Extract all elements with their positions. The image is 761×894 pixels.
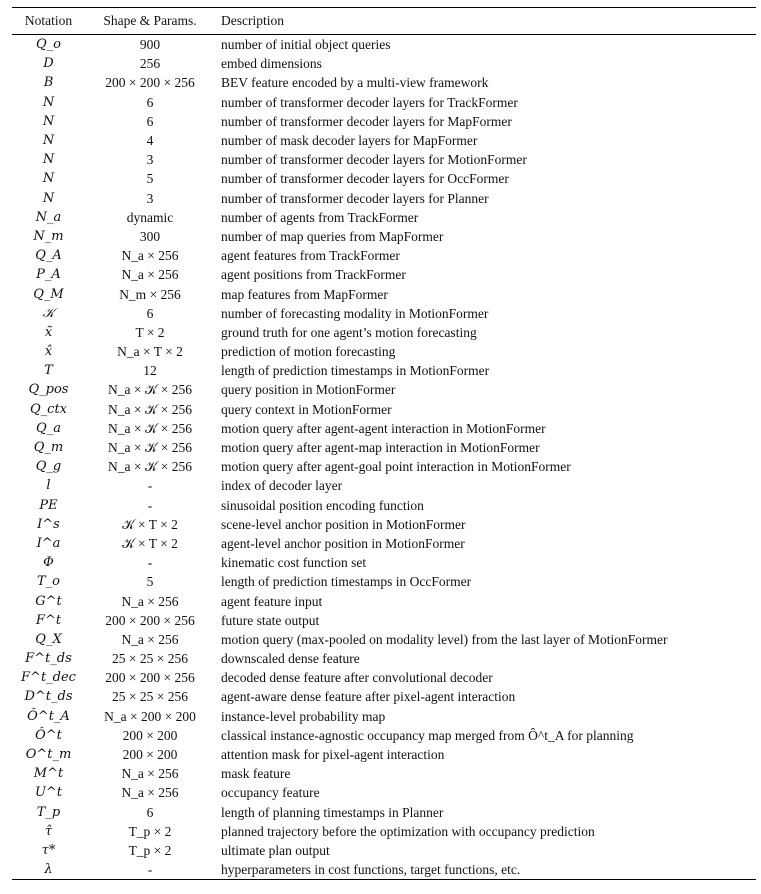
shape-cell: N_a × T × 2 — [117, 344, 183, 360]
notation-cell: D^t_ds — [24, 689, 73, 705]
table-row — [12, 630, 756, 649]
shape-cell: N_a × 256 — [121, 248, 179, 264]
table-row — [12, 131, 756, 150]
notation-cell: U^t — [34, 785, 63, 801]
description-cell: sinusoidal position encoding function — [221, 497, 424, 513]
shape-cell: T × 2 — [135, 324, 165, 340]
table-row — [12, 783, 756, 802]
shape-cell: 6 — [146, 305, 154, 321]
table-row — [12, 112, 756, 131]
description-cell: occupancy feature — [221, 785, 320, 801]
shape-cell: N_m × 256 — [119, 286, 181, 302]
description-cell: number of forecasting modality in MotionFormer — [221, 305, 489, 321]
description-cell: future state output — [221, 612, 320, 628]
table-row — [12, 35, 756, 55]
table-row — [12, 265, 756, 284]
shape-cell: - — [147, 478, 153, 494]
table-row — [12, 54, 756, 73]
shape-cell: 200 × 200 × 256 — [105, 670, 195, 686]
notation-cell: 𝒦 — [42, 305, 55, 321]
shape-cell: 200 × 200 × 256 — [105, 612, 195, 628]
shape-cell: 5 — [146, 574, 154, 590]
notation-cell: T — [44, 363, 53, 379]
table-row — [12, 208, 756, 227]
notation-cell: I^s — [37, 516, 60, 532]
table-row — [12, 150, 756, 169]
table-row — [12, 687, 756, 706]
description-cell: query position in MotionFormer — [221, 382, 396, 398]
description-cell: classical instance-agnostic occupancy map merged from Ô^t_A for planning — [221, 727, 634, 743]
notation-cell: N — [42, 94, 55, 110]
shape-cell: 300 — [139, 228, 161, 244]
table-row — [12, 476, 756, 495]
description-cell: number of mask decoder layers for MapFormer — [221, 133, 478, 149]
table-row — [12, 515, 756, 534]
description-cell: ultimate plan output — [221, 842, 330, 858]
table-row — [12, 419, 756, 438]
table-row — [12, 323, 756, 342]
description-cell: agent positions from TrackFormer — [221, 267, 406, 283]
notation-cell: Q_o — [36, 37, 61, 53]
shape-cell: 3 — [146, 190, 154, 206]
shape-cell: 4 — [146, 133, 154, 149]
shape-cell: 25 × 25 × 256 — [112, 651, 188, 667]
description-cell: number of transformer decoder layers for MapFormer — [221, 113, 512, 129]
notation-cell: N — [42, 190, 55, 206]
table-row — [12, 726, 756, 745]
description-cell: number of map queries from MapFormer — [221, 228, 444, 244]
shape-cell: 6 — [146, 94, 154, 110]
table-row — [12, 169, 756, 188]
notation-cell: N — [42, 171, 55, 187]
table-row — [12, 304, 756, 323]
shape-cell: 200 × 200 — [122, 747, 178, 763]
notation-cell: N — [42, 133, 55, 149]
shape-cell: - — [85, 860, 215, 880]
description-cell: prediction of motion forecasting — [221, 344, 396, 360]
shape-cell: 𝒦 × T × 2 — [122, 516, 178, 532]
table-row — [12, 284, 756, 303]
description-cell: number of transformer decoder layers for MotionFormer — [221, 152, 527, 168]
notation-cell: Q_A — [35, 248, 62, 264]
description-cell: downscaled dense feature — [221, 651, 360, 667]
shape-cell: N_a × 𝒦 × 256 — [107, 382, 192, 398]
table-row — [12, 400, 756, 419]
description-cell: decoded dense feature after convolutional decoder — [221, 670, 493, 686]
table-row — [12, 227, 756, 246]
shape-cell: - — [147, 497, 153, 513]
notation-cell: τ* — [41, 842, 56, 858]
table-row — [12, 534, 756, 553]
table-row — [12, 189, 756, 208]
table-row — [12, 572, 756, 591]
notation-cell: N — [42, 113, 55, 129]
shape-cell: N_a × 𝒦 × 256 — [107, 459, 192, 475]
table-row — [12, 73, 756, 92]
table-row — [12, 93, 756, 112]
description-cell: motion query after agent-map interaction in MotionFormer — [221, 440, 540, 456]
description-cell: instance-level probability map — [221, 708, 386, 724]
table-row — [12, 496, 756, 515]
description-cell: map features from MapFormer — [221, 286, 388, 302]
description-cell: number of initial object queries — [221, 37, 391, 53]
notation-cell: PE — [39, 497, 58, 513]
shape-cell: T_p × 2 — [128, 842, 172, 858]
shape-cell: 6 — [146, 804, 154, 820]
description-cell: length of planning timestamps in Planner — [221, 804, 444, 820]
shape-cell: 200 × 200 × 256 — [105, 75, 195, 91]
description-cell: index of decoder layer — [221, 478, 343, 494]
description-cell: number of transformer decoder layers for Planner — [221, 190, 489, 206]
description-cell: length of prediction timestamps in MotionFormer — [221, 363, 490, 379]
notation-cell: Q_m — [33, 440, 64, 456]
notation-cell: N_a — [35, 209, 62, 225]
shape-cell: N_a × 256 — [121, 785, 179, 801]
notation-cell: λ — [12, 860, 85, 880]
notation-cell: M^t — [33, 766, 64, 782]
description-cell: scene-level anchor position in MotionFormer — [221, 516, 466, 532]
shape-cell: - — [147, 555, 153, 571]
shape-cell: 5 — [146, 171, 154, 187]
shape-cell: 3 — [146, 152, 154, 168]
notation-cell: Ô^t_A — [27, 708, 70, 724]
table-row — [12, 764, 756, 783]
table-row — [12, 841, 756, 860]
shape-cell: N_a × 𝒦 × 256 — [107, 440, 192, 456]
description-cell: number of agents from TrackFormer — [221, 209, 419, 225]
shape-cell: 6 — [146, 113, 154, 129]
notation-cell: B — [43, 75, 54, 91]
shape-cell: 256 — [139, 56, 161, 72]
notation-cell: Ô^t — [35, 727, 62, 743]
notation-cell: Q_ctx — [30, 401, 67, 417]
notation-table — [12, 7, 756, 880]
notation-cell: F^t_ds — [25, 651, 72, 667]
table-row — [12, 707, 756, 726]
notation-cell: Q_g — [35, 459, 62, 475]
description-cell: agent-level anchor position in MotionFormer — [221, 535, 465, 551]
description-cell: planned trajectory before the optimization with occupancy prediction — [221, 823, 595, 839]
table-row — [12, 553, 756, 572]
shape-cell: 𝒦 × T × 2 — [122, 535, 178, 551]
notation-cell: x̃ — [44, 324, 53, 340]
description-cell: agent-aware dense feature after pixel-agent interaction — [221, 689, 516, 705]
table-body — [12, 35, 756, 880]
description-cell: attention mask for pixel-agent interaction — [221, 747, 445, 763]
description-cell: hyperparameters in cost functions, target functions, etc. — [215, 860, 756, 880]
shape-cell: T_p × 2 — [128, 823, 172, 839]
notation-cell: P_A — [36, 267, 61, 283]
shape-cell: N_a × 256 — [121, 267, 179, 283]
notation-cell: T_p — [36, 804, 61, 820]
description-cell: agent features from TrackFormer — [221, 248, 400, 264]
table-row — [12, 860, 756, 880]
shape-cell: N_a × 256 — [121, 766, 179, 782]
notation-cell: T_o — [37, 574, 60, 590]
notation-cell: D — [43, 56, 54, 72]
description-cell: ground truth for one agent’s motion forecasting — [221, 324, 477, 340]
description-cell: motion query after agent-agent interaction in MotionFormer — [221, 420, 546, 436]
shape-cell: 200 × 200 — [122, 727, 178, 743]
notation-cell: N — [42, 152, 55, 168]
notation-cell: τ̂ — [44, 823, 53, 839]
table-row — [12, 822, 756, 841]
description-cell: motion query (max-pooled on modality level) from the last layer of MotionFormer — [221, 631, 668, 647]
description-cell: kinematic cost function set — [221, 555, 367, 571]
table-row — [12, 380, 756, 399]
shape-cell: 12 — [143, 363, 157, 379]
description-cell: query context in MotionFormer — [221, 401, 392, 417]
header-description: Description — [215, 8, 756, 35]
table-row — [12, 668, 756, 687]
shape-cell: N_a × 𝒦 × 256 — [107, 420, 192, 436]
description-cell: BEV feature encoded by a multi-view framework — [221, 75, 489, 91]
notation-cell: F^t_dec — [21, 670, 76, 686]
description-cell: embed dimensions — [221, 56, 322, 72]
table-row — [12, 591, 756, 610]
description-cell: mask feature — [221, 766, 291, 782]
table-row — [12, 246, 756, 265]
notation-cell: N_m — [33, 228, 64, 244]
description-cell: number of transformer decoder layers for TrackFormer — [221, 94, 518, 110]
header-notation: Notation — [12, 8, 85, 35]
table-row — [12, 361, 756, 380]
notation-cell: Q_pos — [28, 382, 69, 398]
notation-cell: G^t — [35, 593, 62, 609]
shape-cell: 900 — [139, 37, 161, 53]
table-row — [12, 649, 756, 668]
table-header — [12, 8, 756, 35]
shape-cell: 25 × 25 × 256 — [112, 689, 188, 705]
shape-cell: N_a × 256 — [121, 593, 179, 609]
shape-cell: N_a × 𝒦 × 256 — [107, 401, 192, 417]
notation-cell: Q_X — [35, 631, 62, 647]
notation-cell: x̂ — [44, 344, 53, 360]
notation-cell: F^t — [35, 612, 62, 628]
shape-cell: dynamic — [126, 209, 174, 225]
notation-cell: Φ — [43, 555, 54, 571]
description-cell: agent feature input — [221, 593, 323, 609]
description-cell: number of transformer decoder layers for OccFormer — [221, 171, 509, 187]
table-row — [12, 745, 756, 764]
shape-cell: N_a × 200 × 200 — [104, 708, 196, 724]
description-cell: motion query after agent-goal point interaction in MotionFormer — [221, 459, 571, 475]
notation-cell: Q_a — [36, 420, 61, 436]
notation-cell: I^a — [36, 535, 61, 551]
description-cell: length of prediction timestamps in OccFormer — [221, 574, 472, 590]
notation-cell: Q_M — [33, 286, 64, 302]
table-row — [12, 803, 756, 822]
table-row — [12, 611, 756, 630]
shape-cell: N_a × 256 — [121, 631, 179, 647]
notation-cell: O^t_m — [25, 747, 72, 763]
table-row — [12, 342, 756, 361]
header-shape-params: Shape & Params. — [85, 8, 215, 35]
table-row — [12, 438, 756, 457]
notation-cell: l — [46, 478, 51, 494]
table-row — [12, 457, 756, 476]
